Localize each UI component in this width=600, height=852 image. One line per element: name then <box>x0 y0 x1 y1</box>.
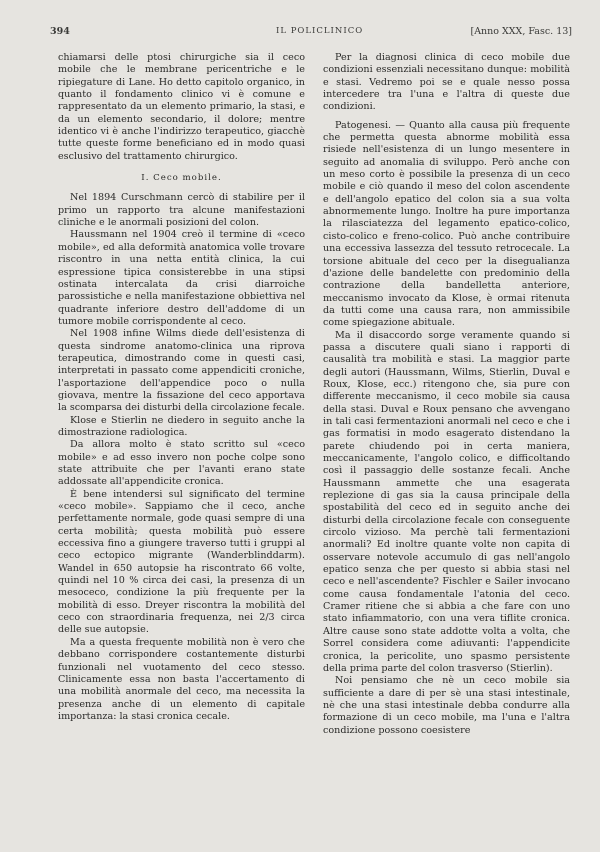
paragraph: Ma a questa frequente mobilità non è vero che debbano corrispondere costantemente disturbi funzionali nel vuotamento del ceco stesso. Clinicamente essa non basta l'accertamento di una mobilità anormale del ceco, ma necessita la presenza anche di un elemento di capitale importanza: la stasi cronica cecale. <box>58 636 305 722</box>
page-number: 394 <box>50 26 70 37</box>
running-header <box>50 26 572 40</box>
right-column <box>323 52 570 737</box>
left-column <box>58 52 305 723</box>
paragraph: Klose e Stierlin ne diedero in seguito anche la dimostrazione radiologica. <box>58 414 305 438</box>
paragraph: È bene intendersi sul significato del termine «ceco mobile». Sappiamo che il ceco, anche perfettamente normale, gode quasi sempre di una certa mobilità; questa mobilità può essere eccessiva fino a giungere traverso tutti i gruppi al ceco ectopico migrante (Wanderblinddarm). Wandel in 650 autopsie ha riscontrato 66 volte, quindi nel 10 % circa dei casi, la presenza di un mesoceco, condizione la più frequente per la mobilità di esso. Dreyer riscontra la mobilità del ceco con straordinaria frequenza, nei 2/3 circa delle sue autopsie. <box>58 488 305 636</box>
paragraph: Per la diagnosi clinica di ceco mobile due condizioni essenziali necessitano dunque: mobilità e stasi. Vedremo poi se e quale nesso possa intercedere tra l'una e l'altra di queste due condizioni. <box>323 52 570 113</box>
paragraph: Nel 1894 Curschmann cercò di stabilire per il primo un rapporto tra alcune manifestazioni cliniche e le anormali posizioni del colon. <box>58 192 305 229</box>
issue-label: [Anno XXX, Fasc. 13] <box>470 26 572 37</box>
paragraph: Ma il disaccordo sorge veramente quando si passa a discutere quali siano i rapporti di causalità tra mobilità e stasi. La maggior parte degli autori (Haussmann, Wilms, Stierlin, Duval e Roux, Klose, ecc.) ritengono che, sia pure con differente meccanismo, il ceco mobile sia causa della stasi. Duval e Roux pensano che avvengano in tali casi fermentazioni anormali nel ceco e che i gas formatisi in modo esagerato distendano la parete chiudendo poi in certa maniera, meccanicamente, l'angolo colico, e difficoltando così il passaggio delle sostanze fecali. Anche Haussmann ammette che una esagerata replezione di gas sia la causa principale della spostabilità del ceco ed in seguito anche dei disturbi della circolazione fecale con conseguente circolo vizioso. Ma perchè tali fermentazioni anormali? Ed inoltre quante volte non capita di osservare notevole accumulo di gas nell'angolo epatico senza che per questo si abbia stasi nel ceco e nell'ascendente? Fischler e Sailer invocano come causa fondamentale l'atonia del ceco. Cramer ritiene che si abbia a che fare con uno stato infiammatorio, con una vera tiflite cronica. Altre cause sono state addotte volta a volta, che Sorrel considera come adiuvanti: l'appendicite cronica, la pericolite, uno spasmo persistente della prima parte del colon trasverso (Stierlin). <box>323 329 570 674</box>
section-title: I. Ceco mobile. <box>141 173 222 184</box>
paragraph: Da allora molto è stato scritto sul «ceco mobile» e ad esso invero non poche colpe sono state attribuite che per l'avanti erano state addossate all'appendicite cronica. <box>58 439 305 488</box>
journal-title: IL POLICLINICO <box>276 26 364 36</box>
paragraph: Haussmann nel 1904 creò il termine di «ceco mobile», ed alla deformità anatomica volle trovare riscontro in una netta entità clinica, la cui espressione tipica consisterebbe in una stipsi ostinata intercalata da crisi diarroiche parossistiche e nella manifestazione obbiettiva nel quadrante inferiore destro dell'addome di un tumore mobile corrispondente al ceco. <box>58 229 305 327</box>
paragraph: Patogenesi. — Quanto alla causa più frequente che permetta questa abnorme mobilità essa risiede nell'esistenza di un lungo mesentere in seguito ad anomalia di sviluppo. Però anche con un meso corto è possibile la presenza di un ceco mobile e ciò quando il meso del colon ascendente e dell'angolo epatico del colon sia a sua volta abnormemente lungo. Inoltre ha pure importanza la rilasciatezza del legamento epatico-colico, cisto-colico e freno-colico. Può anche contribuire una eccessiva lassezza del tessuto retrocecale. La torsione abituale del ceco per la disegualianza d'azione delle bandelette con predominio della contrazione della bandelletta anteriore, meccanismo invocato da Klose, è ormai ritenuta da tutti come una causa rara, non ammissibile come spiegazione abituale. <box>323 119 570 329</box>
paragraph: Noi pensiamo che nè un ceco mobile sia sufficiente a dare di per sè una stasi intestinale, nè che una stasi intestinale debba condurre alla formazione di un ceco mobile, ma l'una e l'altra condizione possono coesistere <box>323 675 570 736</box>
paragraph: chiamarsi delle ptosi chirurgiche sia il ceco mobile che le membrane pericentriche e le ripiegature di Lane. Ho detto capitolo organico, in quanto il fondamento clinico vi è comune e rappresentato da un elemento primario, la stasi, e da un elemento secondario, il dolore; mentre identico vi è anche l'indirizzo terapeutico, giacchè tutte queste forme beneficiano ed in modo quasi esclusivo del trattamento chirurgico. <box>58 52 305 162</box>
paragraph: Nel 1908 infine Wilms diede dell'esistenza di questa sindrome anatomo-clinica una riprova terapeutica, dimostrando come in questi casi, interpretati in passato come appendiciti croniche, l'asportazione dell'appendice poco o nulla giovava, mentre la fissazione del ceco apportava la scomparsa dei disturbi della circolazione fecale. <box>58 328 305 414</box>
